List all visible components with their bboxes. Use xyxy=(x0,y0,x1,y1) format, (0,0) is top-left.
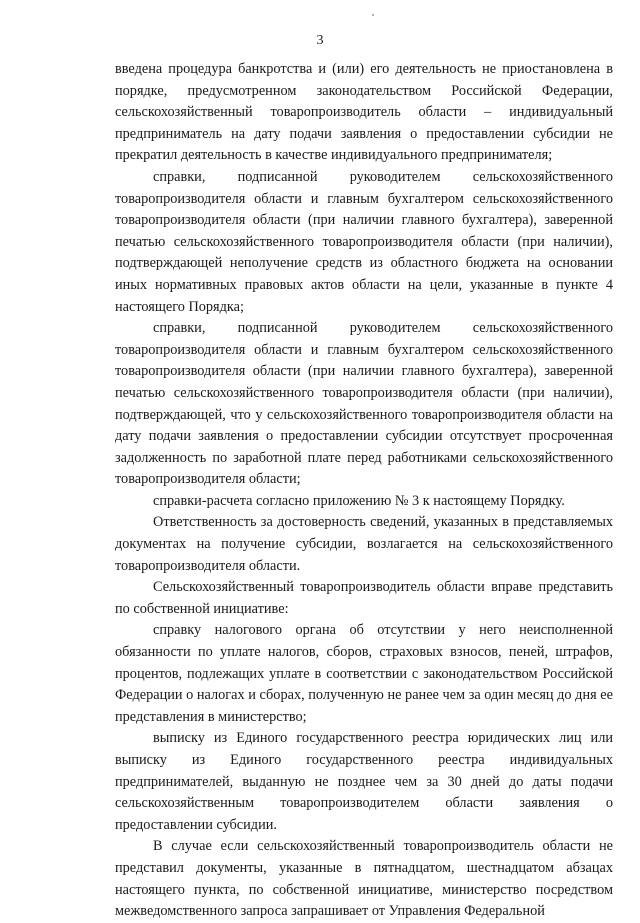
document-body xyxy=(115,59,613,923)
paragraph-responsibility: Ответственность за достоверность сведений, указанных в представляемых документах на получение субсидии, возлагается на сельскохозяйственного товаропроизводителя области. xyxy=(115,514,613,574)
paragraph-registry-extract: выписку из Единого государственного реестра юридических лиц или выписку из Единого государственного реестра индивидуальных предпринимателей, выданную не позднее чем за 30 дней до даты подачи сельскохозяйственным товаропроизводителем области заявления о предоставлении субсидии. xyxy=(115,730,613,833)
paragraph-tax-certificate: справку налогового органа об отсутствии у него неисполненной обязанности по уплате налогов, сборов, страховых взносов, пеней, штрафов, процентов, подлежащих уплате в соответствии с законодательством Российской Федерации о налогах и сборах, полученную не ранее чем за один месяц до дня ее представления в министерство; xyxy=(115,622,613,725)
paragraph-interagency-request: В случае если сельскохозяйственный товаропроизводитель области не представил документы, указанные в пятнадцатом, шестнадцатом абзацах настоящего пункта, по собственной инициативе, министерство посредством межведомственного запроса запрашивает от Управления Федеральной xyxy=(115,838,613,920)
scan-artifact-dot xyxy=(372,14,374,16)
paragraph-certificate-no-wage-arrears: справки, подписанной руководителем сельскохозяйственного товаропроизводителя области и главным бухгалтером сельскохозяйственного товаропроизводителя области (при наличии главного бухгалтера), заверенной печатью сельскохозяйственного товаропроизводителя области (при наличии), подтверждающей, что у сельскохозяйственного товаропроизводителя области на дату подачи заявления о предоставлении субсидии отсутствует просроченная задолженность по заработной плате перед работниками сельскохозяйственного товаропроизводителя области; xyxy=(115,320,613,488)
paragraph-calculation-certificate: справки-расчета согласно приложению № 3 к настоящему Порядку. xyxy=(153,492,565,509)
page-number: 3 xyxy=(316,33,324,48)
paragraph-own-initiative: Сельскохозяйственный товаропроизводитель области вправе представить по собственной инициативе: xyxy=(115,579,613,617)
paragraph-continuation: введена процедура банкротства и (или) его деятельность не приостановлена в порядке, предусмотренном законодательством Российской Федерации, сельскохозяйственный товаропроизводитель области – индивидуальный предприниматель на дату подачи заявления о предоставлении субсидии не прекратил деятельность в качестве индивидуального предпринимателя; xyxy=(115,61,613,164)
paragraph-certificate-no-funds: справки, подписанной руководителем сельскохозяйственного товаропроизводителя области и главным бухгалтером сельскохозяйственного товаропроизводителя области (при наличии главного бухгалтера), заверенной печатью сельскохозяйственного товаропроизводителя области (при наличии), подтверждающей неполучение средств из областного бюджета на основании иных нормативных правовых актов области на цели, указанные в пункте 4 настоящего Порядка; xyxy=(115,168,613,315)
